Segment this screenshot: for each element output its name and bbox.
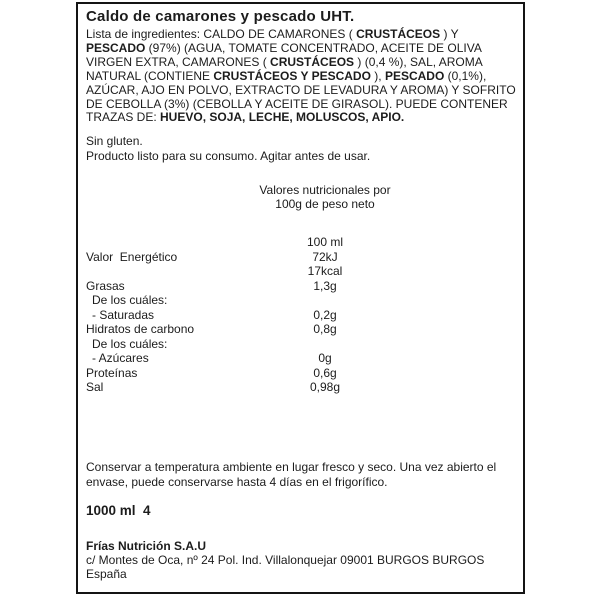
nutrition-row-value: 0,6g [313,365,337,380]
claim-gluten-free: Sin gluten. [86,134,143,148]
nutrition-row [86,293,514,308]
ingredient-text: ) Y [440,27,459,41]
manufacturer-country: España [86,567,127,582]
nutrition-table [86,235,514,395]
nutrition-row-value: 0,8g [313,322,337,336]
product-label-box [76,2,525,594]
ingredient-allergen: HUEVO, SOJA, LECHE, MOLUSCOS, APIO. [160,110,405,125]
nutrition-row-value: 1,3g [313,278,337,293]
nutrition-row-label: - Azúcares [92,351,149,365]
ingredients-text [86,28,516,125]
nutrition-row [86,250,514,265]
ingredient-text: ), [370,68,385,83]
nutrition-row-label: - Saturadas [92,307,155,322]
nutrition-row-label: Proteínas [86,365,138,380]
nutrition-row [86,337,514,352]
nutrition-row-label: De los cuáles: [92,336,168,351]
manufacturer-address: c/ Montes de Oca, nº 24 Pol. Ind. Villalonquejar 09001 BURGOS BURGOS [86,553,485,568]
ingredient-allergen: PESCADO [384,68,445,83]
nutrition-row-label: De los cuáles: [92,293,168,307]
nutrition-row-value: 17kcal [307,264,343,278]
ingredient-allergen: PESCADO [86,40,146,55]
nutrition-row [86,264,514,279]
nutrition-heading-line1: Valores nutricionales por [259,183,391,197]
ingredient-text: (0,1%), AZÚCAR, AJO EN POLVO, EXTRACTO DE LEVADURA Y AROMA) Y SOFRITO DE CEBOLLA (3%) (CEBOLLA Y ACEITE DE GIRASOL). PUEDE CONTENER TRAZAS DE: [86,68,516,125]
ingredient-allergen: CRUSTÁCEOS [270,54,355,69]
manufacturer-name: Frías Nutrición S.A.U [86,539,207,553]
claims-block [86,134,370,163]
nutrition-heading [225,183,425,211]
nutrition-column-header-row [86,235,514,250]
nutrition-row-value: 72kJ [312,249,338,264]
nutrition-row [86,351,514,366]
manufacturer-block [86,539,510,582]
claim-ready-to-use: Producto listo para su consumo. Agitar antes de usar. [86,148,371,163]
ingredient-text: Lista de ingredientes: CALDO DE CAMARONES ( [86,27,357,41]
nutrition-rows [86,250,514,395]
nutrition-row [86,308,514,323]
nutrition-row-value: 0,2g [313,307,337,322]
nutrition-row-label: Valor Energético [86,249,178,264]
ingredient-allergen: CRUSTÁCEOS [356,27,441,41]
nutrition-row-value: 0g [318,351,332,365]
nutrition-row [86,279,514,294]
nutrition-heading-line2: 100g de peso neto [275,197,375,211]
ingredient-text: (97%) (AGUA, TOMATE CONCENTRADO, ACEITE DE OLIVA VIRGEN EXTRA, CAMARONES ( [86,40,482,69]
nutrition-row [86,380,514,395]
nutrition-row-label: Hidratos de carbono [86,322,195,336]
ingredient-allergen: CRUSTÁCEOS Y PESCADO [213,68,371,83]
nutrition-row [86,366,514,381]
nutrition-row [86,322,514,337]
storage-instructions: Conservar a temperatura ambiente en lugar fresco y seco. Una vez abierto el envase, puede conservarse hasta 4 días en el frigorífico. [86,460,497,489]
nutrition-row-label: Grasas [86,278,125,293]
nutrition-column-header: 100 ml [306,235,344,249]
net-quantity: 1000 ml 4 [86,503,151,518]
nutrition-row-value: 0,98g [309,380,341,394]
product-title: Caldo de camarones y pescado UHT. [86,8,355,25]
ingredient-text: ) (0,4 %), SAL, AROMA NATURAL (CONTIENE [86,54,483,83]
nutrition-row-label: Sal [86,380,104,394]
